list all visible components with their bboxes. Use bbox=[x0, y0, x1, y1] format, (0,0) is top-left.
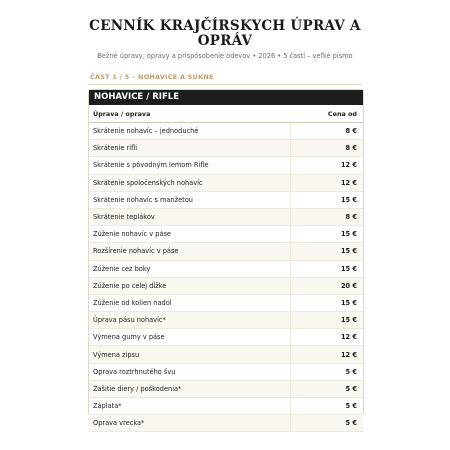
table-row bbox=[89, 398, 363, 415]
table-row bbox=[89, 295, 363, 312]
repair-name: Zúženie nohavíc v páse bbox=[93, 230, 171, 239]
repair-price: 5 € bbox=[290, 398, 363, 414]
repair-price: 15 € bbox=[290, 192, 363, 208]
table-body bbox=[89, 123, 363, 432]
table-row bbox=[89, 140, 363, 157]
repair-name: Skrátenie nohavíc s manžetou bbox=[93, 195, 193, 204]
table-row bbox=[89, 157, 363, 174]
repair-name: Zúženie cez boky bbox=[93, 264, 151, 273]
table-row bbox=[89, 175, 363, 192]
price-table bbox=[88, 89, 364, 428]
repair-price: 5 € bbox=[290, 381, 363, 397]
title-line-2: OPRÁV bbox=[197, 33, 253, 49]
table-row bbox=[89, 415, 363, 432]
page-title bbox=[60, 19, 390, 49]
repair-name: Skrátenie spoločenských nohavíc bbox=[93, 178, 203, 187]
repair-price: 12 € bbox=[290, 175, 363, 191]
column-header-repair: Úprava / oprava bbox=[93, 109, 151, 118]
table-row bbox=[89, 278, 363, 295]
repair-price: 8 € bbox=[290, 209, 363, 225]
column-header-price: Cena od bbox=[327, 109, 357, 118]
table-row bbox=[89, 123, 363, 140]
repair-name: Zúženie po celej dĺžke bbox=[93, 281, 167, 290]
repair-name: Záplata* bbox=[93, 402, 122, 411]
page-subtitle: Bežné úpravy, opravy a prispôsobenie odevov • 2026 • 5 častí – veľké písmo bbox=[97, 52, 353, 60]
repair-price: 15 € bbox=[290, 295, 363, 311]
repair-name: Oprava roztrhnutého švu bbox=[93, 367, 176, 376]
table-heading: NOHAVICE / RIFLE bbox=[89, 90, 363, 105]
table-row bbox=[89, 364, 363, 381]
table-row bbox=[89, 261, 363, 278]
repair-price: 20 € bbox=[290, 278, 363, 294]
title-line-1: CENNÍK KRAJČÍRSKYCH ÚPRAV A bbox=[89, 18, 361, 34]
repair-price: 15 € bbox=[290, 312, 363, 328]
table-row bbox=[89, 226, 363, 243]
repair-price: 12 € bbox=[290, 346, 363, 362]
repair-price: 15 € bbox=[290, 226, 363, 242]
repair-name: Skrátenie nohavíc – jednoduché bbox=[93, 127, 199, 136]
repair-name: Rozšírenie nohavíc v páse bbox=[93, 247, 179, 256]
repair-name: Oprava vrecka* bbox=[93, 419, 145, 428]
repair-price: 15 € bbox=[290, 243, 363, 259]
repair-price: 12 € bbox=[290, 157, 363, 173]
table-row bbox=[89, 243, 363, 260]
repair-price: 8 € bbox=[290, 123, 363, 139]
repair-name: Výmena gumy v páse bbox=[93, 333, 165, 342]
repair-name: Výmena zipsu bbox=[93, 350, 140, 359]
repair-name: Úprava pásu nohavíc* bbox=[93, 316, 166, 325]
repair-name: Zúženie od kolien nadol bbox=[93, 298, 172, 307]
repair-name: Zašitie diery / poškodenia* bbox=[93, 384, 182, 393]
section-divider bbox=[88, 84, 362, 85]
table-row bbox=[89, 312, 363, 329]
table-row bbox=[89, 209, 363, 226]
table-row bbox=[89, 329, 363, 346]
repair-price: 5 € bbox=[290, 415, 363, 431]
table-header-row bbox=[89, 105, 363, 123]
table-row bbox=[89, 381, 363, 398]
table-row bbox=[89, 192, 363, 209]
repair-price: 12 € bbox=[290, 329, 363, 345]
repair-name: Skrátenie rifli bbox=[93, 144, 138, 153]
repair-price: 5 € bbox=[290, 364, 363, 380]
repair-name: Skrátenie teplákov bbox=[93, 213, 155, 222]
repair-name: Skrátenie s pôvodným lemom Rifle bbox=[93, 161, 209, 170]
section-label: ČASŤ 1 / 5 – NOHAVICE A SUKNE bbox=[90, 73, 214, 81]
repair-price: 8 € bbox=[290, 140, 363, 156]
repair-price: 15 € bbox=[290, 261, 363, 277]
table-row bbox=[89, 346, 363, 363]
